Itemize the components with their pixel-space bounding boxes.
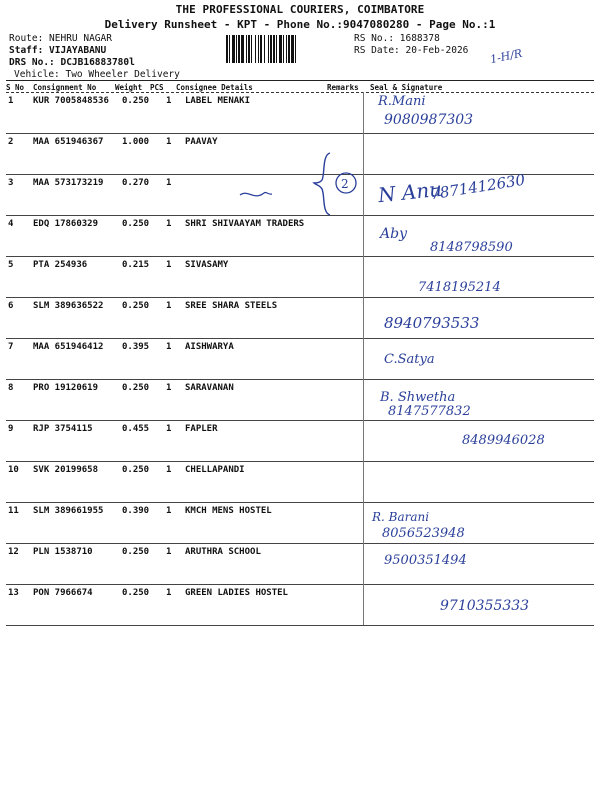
row-consignment: PTA 254936 [33, 260, 88, 270]
row-consignee: SIVASAMY [185, 260, 229, 270]
row-consignee: ARUTHRA SCHOOL [185, 547, 261, 557]
row-consignment: MAA 573173219 [33, 178, 104, 188]
signature-name: Aby [380, 226, 407, 242]
row-consignment: EDQ 17860329 [33, 219, 99, 229]
row-weight: 0.250 [122, 219, 150, 229]
row-consignment: PRO 19120619 [33, 383, 99, 393]
signature-phone: 8148798590 [430, 240, 513, 255]
signature-phone: 9080987303 [384, 112, 474, 128]
row-pcs: 1 [166, 260, 172, 270]
row-pcs: 1 [166, 96, 172, 106]
row-sno: 8 [8, 383, 14, 393]
row-sno: 7 [8, 342, 14, 352]
signature-phone: 8940793533 [384, 314, 480, 332]
row-sno: 12 [8, 547, 19, 557]
row-divider [6, 461, 594, 462]
row-sno: 9 [8, 424, 14, 434]
signature-name: C.Satya [384, 352, 435, 367]
signature-name: N Anu [376, 176, 444, 208]
row-consignment: PLN 1538710 [33, 547, 93, 557]
row-weight: 0.250 [122, 588, 150, 598]
route-label: Route: NEHRU NAGAR [9, 33, 112, 44]
col-details: Consignee Details [176, 83, 253, 92]
row-sno: 10 [8, 465, 19, 475]
col-remarks: Remarks [327, 83, 359, 92]
row-weight: 0.215 [122, 260, 150, 270]
row-weight: 0.455 [122, 424, 150, 434]
row-weight: 0.250 [122, 301, 150, 311]
row-consignment: MAA 651946412 [33, 342, 104, 352]
row-divider [6, 338, 594, 339]
row-consignee: CHELLAPANDI [185, 465, 245, 475]
row-consignee: SREE SHARA STEELS [185, 301, 278, 311]
staff-label: Staff: VIJAYABANU [9, 45, 107, 56]
col-seal: Seal & Signature [370, 83, 443, 92]
row-divider [6, 625, 594, 626]
header-top-rule [6, 80, 594, 81]
row-sno: 11 [8, 506, 19, 516]
signature-name: R. Barani [372, 510, 430, 524]
row-weight: 0.250 [122, 547, 150, 557]
row-sno: 13 [8, 588, 19, 598]
col-weight: Weight [115, 83, 143, 92]
row-pcs: 1 [166, 342, 172, 352]
row-pcs: 1 [166, 547, 172, 557]
row-pcs: 1 [166, 219, 172, 229]
row-weight: 0.250 [122, 96, 150, 106]
row-consignment: MAA 651946367 [33, 137, 104, 147]
row-divider [6, 297, 594, 298]
signature-name: R.Mani [378, 94, 426, 109]
signature-phone: 8147577832 [388, 404, 471, 419]
row-sno: 2 [8, 137, 14, 147]
row-divider [6, 133, 594, 134]
drs-label: DRS No.: DCJB16883780l [9, 57, 135, 68]
header-bottom-rule [6, 92, 594, 93]
row-sno: 5 [8, 260, 14, 270]
row-consignee: GREEN LADIES HOSTEL [185, 588, 288, 598]
row-consignee: AISHWARYA [185, 342, 234, 352]
vehicle-label: Vehicle: Two Wheeler Delivery [14, 69, 180, 80]
row-pcs: 1 [166, 301, 172, 311]
row-divider [6, 502, 594, 503]
row-divider [6, 543, 594, 544]
row-consignee: KMCH MENS HOSTEL [185, 506, 272, 516]
row-consignee: FAPLER [185, 424, 218, 434]
signature-phone: 8489946028 [462, 433, 545, 448]
signature-phone: 7871412630 [429, 170, 527, 204]
row-consignment: RJP 3754115 [33, 424, 93, 434]
barcode-bar [296, 35, 298, 63]
row-sno: 1 [8, 96, 14, 106]
row-sno: 3 [8, 178, 14, 188]
runsheet-subtitle: Delivery Runsheet - KPT - Phone No.:9047080280 - Page No.:1 [104, 18, 496, 31]
row-sno: 6 [8, 301, 14, 311]
row-pcs: 1 [166, 178, 172, 188]
row-weight: 0.390 [122, 506, 150, 516]
row-consignment: SVK 20199658 [33, 465, 99, 475]
row-consignee: SARAVANAN [185, 383, 234, 393]
row-divider [6, 584, 594, 585]
row-consignment: SLM 389661955 [33, 506, 104, 516]
col-sno: S No [6, 83, 25, 92]
rs-number: RS No.: 1688378 [354, 33, 440, 44]
row-divider [6, 256, 594, 257]
handwritten-note: 1-H/R [489, 46, 524, 67]
rs-date: RS Date: 20-Feb-2026 [354, 45, 469, 56]
row-pcs: 1 [166, 588, 172, 598]
row-divider [6, 379, 594, 380]
row-divider [6, 420, 594, 421]
row-weight: 0.270 [122, 178, 150, 188]
signature-name: B. Shwetha [380, 390, 456, 405]
row-consignee: SHRI SHIVAAYAM TRADERS [185, 219, 305, 229]
row-weight: 0.250 [122, 383, 150, 393]
row-weight: 0.250 [122, 465, 150, 475]
row-pcs: 1 [166, 383, 172, 393]
row-pcs: 1 [166, 137, 172, 147]
signature-phone: 8056523948 [382, 526, 465, 541]
barcode [226, 35, 350, 63]
svg-text:2: 2 [341, 177, 349, 191]
col-consignment: Consignment No [33, 83, 97, 92]
row-pcs: 1 [166, 424, 172, 434]
company-title: THE PROFESSIONAL COURIERS, COIMBATORE [175, 3, 425, 16]
row-weight: 1.000 [122, 137, 150, 147]
signature-phone: 9710355333 [440, 598, 530, 614]
row-sno: 4 [8, 219, 14, 229]
handwritten-brace-mark [230, 145, 360, 220]
signature-phone: 7418195214 [418, 280, 501, 295]
signature-name: 9500351494 [384, 553, 467, 568]
col-pcs: PCS [150, 83, 164, 92]
row-weight: 0.395 [122, 342, 150, 352]
remarks-divider [363, 92, 364, 625]
row-consignee: PAAVAY [185, 137, 218, 147]
row-consignment: SLM 389636522 [33, 301, 104, 311]
row-pcs: 1 [166, 506, 172, 516]
row-consignee: LABEL MENAKI [185, 96, 251, 106]
row-consignment: PON 7966674 [33, 588, 93, 598]
row-pcs: 1 [166, 465, 172, 475]
row-consignment: KUR 7005848536 [33, 96, 109, 106]
